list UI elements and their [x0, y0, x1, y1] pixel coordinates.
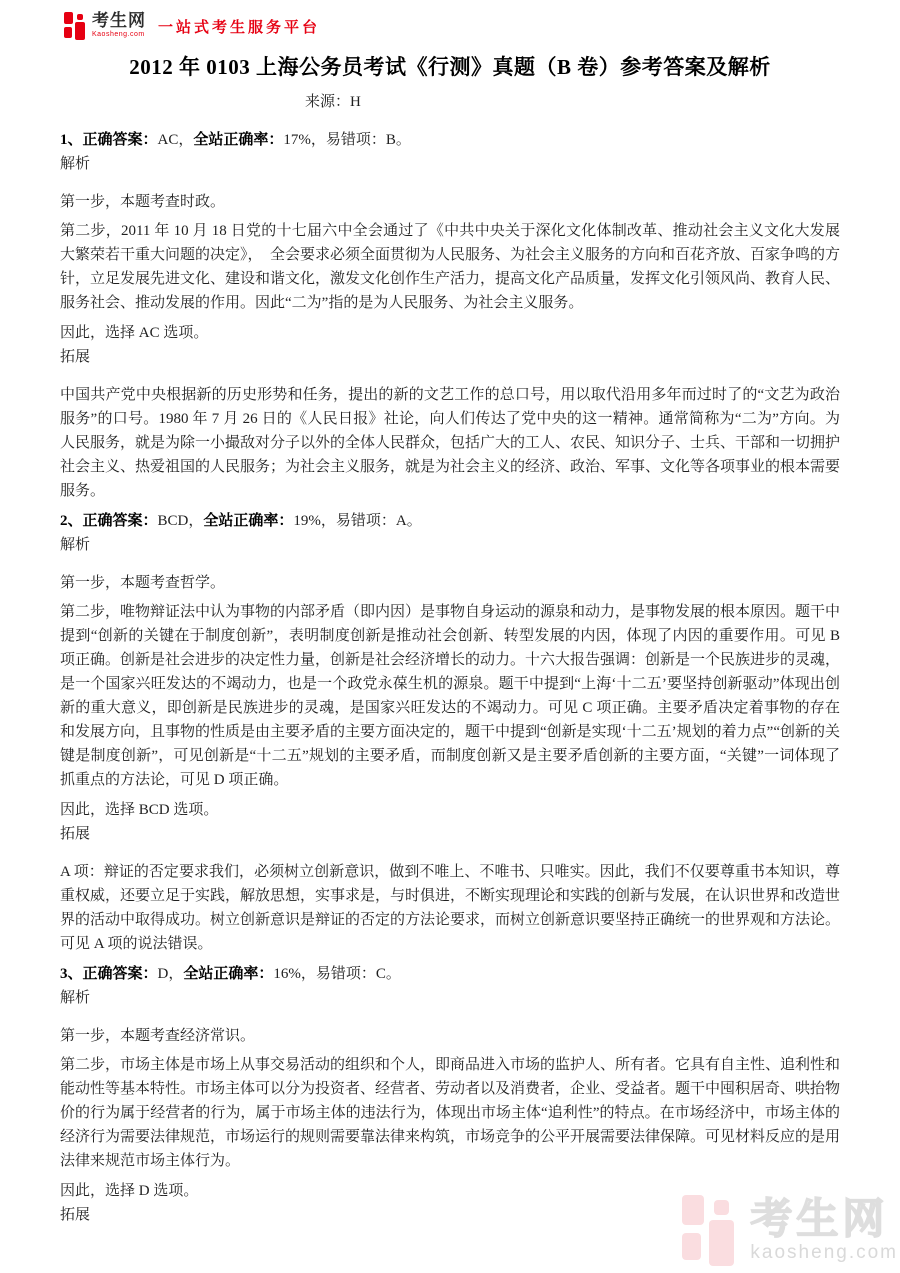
answer-line — [60, 962, 840, 986]
site-header — [0, 0, 900, 40]
rate-label: 全站正确率： — [183, 966, 274, 982]
conclusion-line: 因此，选择 D 选项。 — [60, 1183, 199, 1199]
watermark-text — [750, 1197, 898, 1265]
analysis-step1: 第一步，本题考查时政。 — [60, 194, 226, 210]
answer-value: D， — [157, 966, 184, 982]
question-block — [60, 128, 840, 503]
questions-container — [60, 128, 840, 1227]
rate-value: 17%，易错项：B。 — [283, 132, 411, 148]
logo-slogan: 一站式考生服务平台 — [158, 20, 321, 36]
logo-site-name: 考生网 — [92, 11, 146, 30]
answer-line — [60, 128, 840, 152]
analysis-step2: 第二步，唯物辩证法中认为事物的内部矛盾（即内因）是事物自身运动的源泉和动力，是事物发展的根本原因。题干中提到“创新的关键在于制度创新”，表明制度创新是推动社会创新、转型发展的内因，体现了内因的重要作用。可见 B 项正确。创新是社会进步的决定性力量，创新是社会经济增长的动力。十六大报告强调：创新是一个民族进步的灵魂，是一个国家兴旺发达的不竭动力，也是一个政党永葆生机的源泉。题干中提到“上海‘十二五’要坚持创新驱动”体现出创新的重大意义，即创新是民族进步的灵魂，是国家兴旺发达的不竭动力。可见 C 项正确。主要矛盾决定着事物的存在和发展方向，且事物的性质是由主要矛盾的主要方面决定的，题干中提到“创新是实现‘十二五’规划的着力点”“创新的关键是制度创新”，可见创新是“十二五”规划的主要矛盾，而制度创新又是主要矛盾创新的主要方面，“关键”一词体现了抓重点的方法论，可见 D 项正确。 — [60, 604, 841, 788]
watermark-site-domain: kaosheng.com — [750, 1242, 898, 1263]
kaosheng-logo-icon — [64, 12, 88, 40]
answer-number-label: 2、正确答案： — [60, 513, 158, 529]
document-content — [0, 54, 900, 1227]
rate-value: 19%，易错项：A。 — [293, 513, 422, 529]
answer-line — [60, 509, 840, 533]
analysis-label: 解析 — [60, 537, 91, 553]
answer-number-label: 3、正确答案： — [60, 966, 158, 982]
analysis-step2: 第二步，2011 年 10 月 18 日党的十七届六中全会通过了《中共中央关于深化文化体制改革、推动社会主义文化大发展大繁荣若干重大问题的决定》， 全会要求必须全面贯彻为人民服务、为社会主义服务的方向和百花齐放、百家争鸣的方针，立足发展先进文化、建设和谐文化，激发文化创作生产活力，提高文化产品质量，发挥文化引领风尚、教育人民、服务社会、推动发展的作用。因此“二为”指的是为人民服务、为社会主义服务。 — [60, 223, 841, 311]
answer-value: AC， — [157, 132, 194, 148]
page-title: 2012 年 0103 上海公务员考试《行测》真题（B 卷）参考答案及解析 — [129, 55, 771, 79]
watermark-logo-icon — [682, 1195, 740, 1267]
expansion-label: 拓展 — [60, 1207, 91, 1223]
watermark — [682, 1195, 898, 1267]
analysis-label: 解析 — [60, 990, 91, 1006]
rate-label: 全站正确率： — [203, 513, 294, 529]
analysis-step1: 第一步，本题考查哲学。 — [60, 575, 226, 591]
rate-label: 全站正确率： — [193, 132, 284, 148]
conclusion-line: 因此，选择 AC 选项。 — [60, 325, 209, 341]
expansion-label: 拓展 — [60, 349, 91, 365]
logo-site-domain: Kaosheng.com — [92, 31, 145, 38]
conclusion-line: 因此，选择 BCD 选项。 — [60, 802, 219, 818]
source-line: 来源：H — [305, 94, 361, 110]
kaosheng-logo[interactable] — [64, 12, 146, 40]
analysis-step1: 第一步，本题考查经济常识。 — [60, 1028, 256, 1044]
analysis-label: 解析 — [60, 156, 91, 172]
analysis-step2: 第二步，市场主体是市场上从事交易活动的组织和个人，即商品进入市场的监护人、所有者。它具有自主性、追利性和能动性等基本特性。市场主体可以分为投资者、经营者、劳动者以及消费者，企业、受益者。题干中囤积居奇、哄抬物价的行为属于经营者的行为，属于市场主体的违法行为，体现出市场主体“追利性”的特点。在市场经济中，市场主体的经济行为需要法律规范，市场运行的规则需要靠法律来构筑，市场竞争的公平开展需要法律保障。可见材料反应的是用法律来规范市场主体行为。 — [60, 1057, 841, 1169]
expansion-text: 中国共产党中央根据新的历史形势和任务，提出的新的文艺工作的总口号，用以取代沿用多年而过时了的“文艺为政治服务”的口号。1980 年 7 月 26 日的《人民日报》社论，向人们传达了党中央的这一精神。通常简称为“二为”方向。为人民服务，就是为除一小撮敌对分子以外的全体人民群众，包括广大的工人、农民、知识分子、士兵、干部和一切拥护社会主义、热爱祖国的人民服务；为社会主义服务，就是为社会主义的经济、政治、军事、文化等各项事业的根本需要服务。 — [60, 387, 841, 499]
logo-text — [92, 12, 146, 39]
expansion-label: 拓展 — [60, 826, 91, 842]
answer-number-label: 1、正确答案： — [60, 132, 158, 148]
question-block — [60, 962, 840, 1227]
expansion-text: A 项：辩证的否定要求我们，必须树立创新意识，做到不唯上、不唯书、只唯实。因此，我们不仅要尊重书本知识，尊重权威，还要立足于实践，解放思想，实事求是，与时俱进，不断实现理论和实践的创新与发展，在认识世界和改造世界的活动中取得成功。树立创新意识是辩证的否定的方法论要求，而树立创新意识要坚持正确统一的世界观和方法论。可见 A 项的说法错误。 — [60, 864, 841, 952]
rate-value: 16%，易错项：C。 — [273, 966, 401, 982]
question-block — [60, 509, 840, 956]
answer-value: BCD， — [157, 513, 204, 529]
watermark-site-name: 考生网 — [750, 1195, 889, 1242]
